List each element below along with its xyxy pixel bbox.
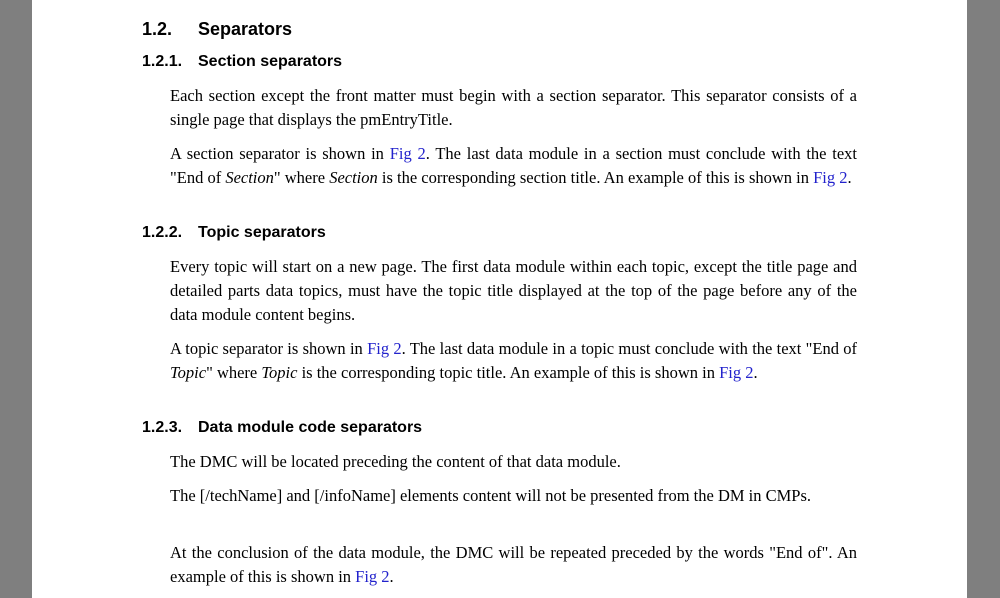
- italic-text: Section: [329, 168, 378, 187]
- text-run: At the conclusion of the data module, the DMC will be repeated preceded by the words "End of". An example of this is shown in: [170, 543, 857, 586]
- text-run: . The last data module in a topic must conclude with the text "End of: [401, 339, 858, 358]
- subsection-number: 1.2.3.: [142, 419, 183, 436]
- section-number: 1.2.: [142, 19, 173, 39]
- section-title: Separators: [198, 19, 293, 39]
- paragraph: The [/techName] and [/infoName] elements content will not be presented from the DM in CMPs.: [170, 486, 812, 505]
- fig-2-link[interactable]: Fig 2: [367, 339, 402, 358]
- subsection-title: Topic separators: [198, 224, 326, 241]
- text-run: . The last data module in a section must conclude with the text "End of: [170, 144, 858, 187]
- text-run: A topic separator is shown in: [170, 339, 368, 358]
- text-run: .: [753, 363, 758, 382]
- paragraph: [170, 142, 857, 190]
- text-run: " where: [273, 168, 330, 187]
- text-run: A section separator is shown in: [170, 144, 390, 163]
- italic-text: Topic: [170, 363, 207, 382]
- paragraph: The DMC will be located preceding the content of that data module.: [170, 452, 621, 471]
- paragraph: [170, 337, 857, 385]
- fig-2-link[interactable]: Fig 2: [389, 144, 426, 163]
- subsection-heading-section-separators: [142, 53, 342, 71]
- fig-2-link[interactable]: Fig 2: [813, 168, 848, 187]
- italic-text: Section: [225, 168, 274, 187]
- text-run: is the corresponding topic title. An example of this is shown in: [297, 363, 720, 382]
- fig-2-link[interactable]: Fig 2: [719, 363, 754, 382]
- paragraph: [170, 541, 857, 589]
- text-run: .: [847, 168, 852, 187]
- subsection-title: Section separators: [198, 53, 343, 70]
- subsection-heading-dmc-separators: [142, 419, 422, 437]
- subsection-number: 1.2.1.: [142, 53, 183, 70]
- text-run: is the corresponding section title. An example of this is shown in: [377, 168, 814, 187]
- text-run: .: [389, 567, 394, 586]
- subsection-title: Data module code separators: [198, 419, 423, 436]
- subsection-heading-topic-separators: [142, 224, 326, 242]
- italic-text: Topic: [261, 363, 298, 382]
- paragraph: Each section except the front matter must begin with a section separator. This separator consists of a single page that displays the pmEntryTitle.: [170, 86, 857, 129]
- fig-2-link[interactable]: Fig 2: [355, 567, 390, 586]
- section-heading: [142, 19, 292, 40]
- document-page: [32, 0, 967, 598]
- paragraph: Every topic will start on a new page. The first data module within each topic, except the title page and detailed parts data topics, must have the topic title displayed at the top of the page before any of the data module content begins.: [170, 257, 857, 324]
- text-run: " where: [206, 363, 262, 382]
- subsection-number: 1.2.2.: [142, 224, 183, 241]
